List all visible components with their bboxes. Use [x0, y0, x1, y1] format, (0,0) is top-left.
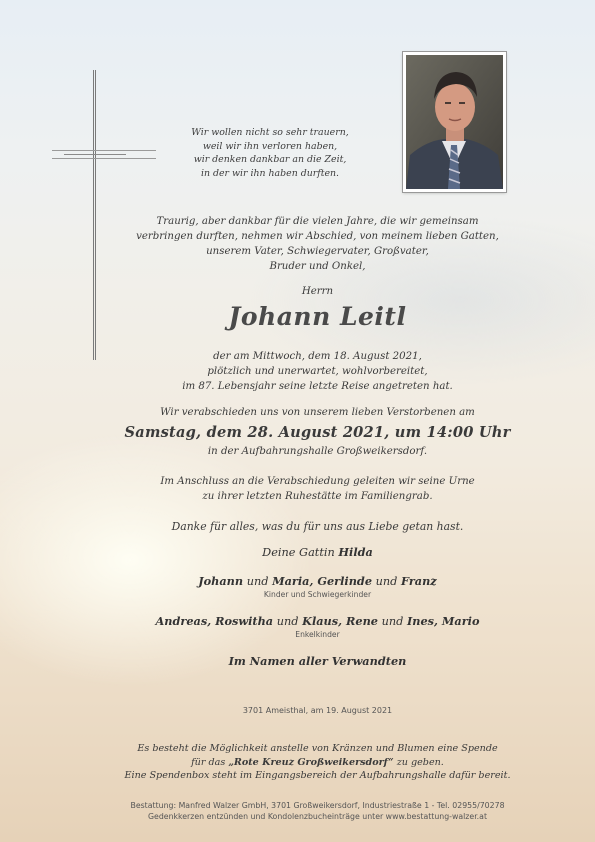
relatives-line	[0, 654, 595, 669]
donation-organization: „Rote Kreuz Großweikersdorf“	[228, 756, 394, 768]
wife-prefix: Deine Gattin	[262, 546, 335, 559]
salutation: Herrn	[301, 286, 334, 297]
conjunction: und	[375, 575, 398, 588]
grandchildren-names	[0, 614, 595, 629]
burial-line: Im Anschluss an die Verabschiedung geleiten wir seine Urne	[160, 476, 475, 487]
donation-line: Eine Spendenbox steht im Eingangsbereich der Aufbahrungshalle dafür bereit.	[124, 770, 511, 782]
children-names	[0, 574, 595, 589]
thanks-text: Danke für alles, was du für uns aus Liebe getan hast.	[171, 520, 464, 533]
grandchildren-label: Enkelkinder	[295, 630, 340, 639]
grandchild-name: Andreas, Roswitha	[155, 614, 274, 628]
conjunction: und	[381, 615, 404, 628]
verse-line: weil wir ihn verloren haben,	[202, 140, 338, 152]
donation-text	[0, 742, 595, 783]
death-info-line: der am Mittwoch, dem 18. August 2021,	[213, 351, 422, 362]
verse	[150, 126, 390, 180]
grandchild-name: Klaus, Rene	[302, 614, 378, 628]
conjunction: und	[276, 615, 299, 628]
relatives-text: Im Namen aller Verwandten	[228, 654, 407, 668]
farewell-intro: Wir verabschieden uns von unserem lieben Verstorbenen am	[160, 407, 475, 418]
intro-line: Bruder und Onkel,	[269, 261, 366, 272]
deceased-name: Johann Leitl	[228, 302, 407, 331]
child-name: Johann	[198, 574, 244, 588]
undertaker-footer	[0, 800, 595, 822]
conjunction: und	[246, 575, 269, 588]
grandchild-name: Ines, Mario	[406, 614, 480, 628]
footer-line: Gedenkkerzen entzünden und Kondolenzbucheinträge unter www.bestattung-walzer.at	[147, 812, 487, 821]
verse-line: Wir wollen nicht so sehr trauern,	[191, 127, 349, 138]
wife-line	[0, 545, 595, 560]
donation-post: zu geben.	[396, 756, 444, 768]
child-name: Franz	[401, 574, 437, 588]
intro-line: verbringen durften, nehmen wir Abschied, von meinem lieben Gatten,	[136, 231, 499, 242]
grandchildren-group	[0, 614, 595, 640]
death-info-line: plötzlich und unerwartet, wohlvorbereitet,	[207, 366, 428, 377]
verse-line: in der wir ihn haben durften.	[200, 167, 340, 179]
children-label: Kinder und Schwiegerkinder	[263, 590, 372, 599]
burial-line: zu ihrer letzten Ruhestätte im Familiengrab.	[202, 491, 433, 502]
intro-line: unserem Vater, Schwiegervater, Großvater,	[206, 246, 429, 257]
burial-text	[0, 474, 595, 504]
donation-pre: für das	[191, 756, 226, 768]
wife-name: Hilda	[338, 545, 373, 559]
intro-text	[0, 214, 595, 274]
farewell-date: Samstag, dem 28. August 2021, um 14:00 Uhr	[124, 424, 511, 441]
place-date: 3701 Ameisthal, am 19. August 2021	[242, 706, 393, 715]
children-group	[0, 574, 595, 600]
child-name: Maria, Gerlinde	[272, 574, 373, 588]
portrait-photo	[403, 52, 506, 192]
death-info	[0, 349, 595, 394]
death-info-line: im 87. Lebensjahr seine letzte Reise angetreten hat.	[182, 381, 453, 392]
intro-line: Traurig, aber dankbar für die vielen Jahre, die wir gemeinsam	[156, 216, 479, 227]
footer-line: Bestattung: Manfred Walzer GmbH, 3701 Großweikersdorf, Industriestraße 1 - Tel. 02955/70278	[130, 801, 505, 810]
verse-line: wir denken dankbar an die Zeit,	[193, 154, 347, 166]
donation-line	[0, 756, 595, 770]
donation-line: Es besteht die Möglichkeit anstelle von Kränzen und Blumen eine Spende	[137, 743, 498, 754]
farewell-place: in der Aufbahrungshalle Großweikersdorf.	[207, 446, 428, 457]
